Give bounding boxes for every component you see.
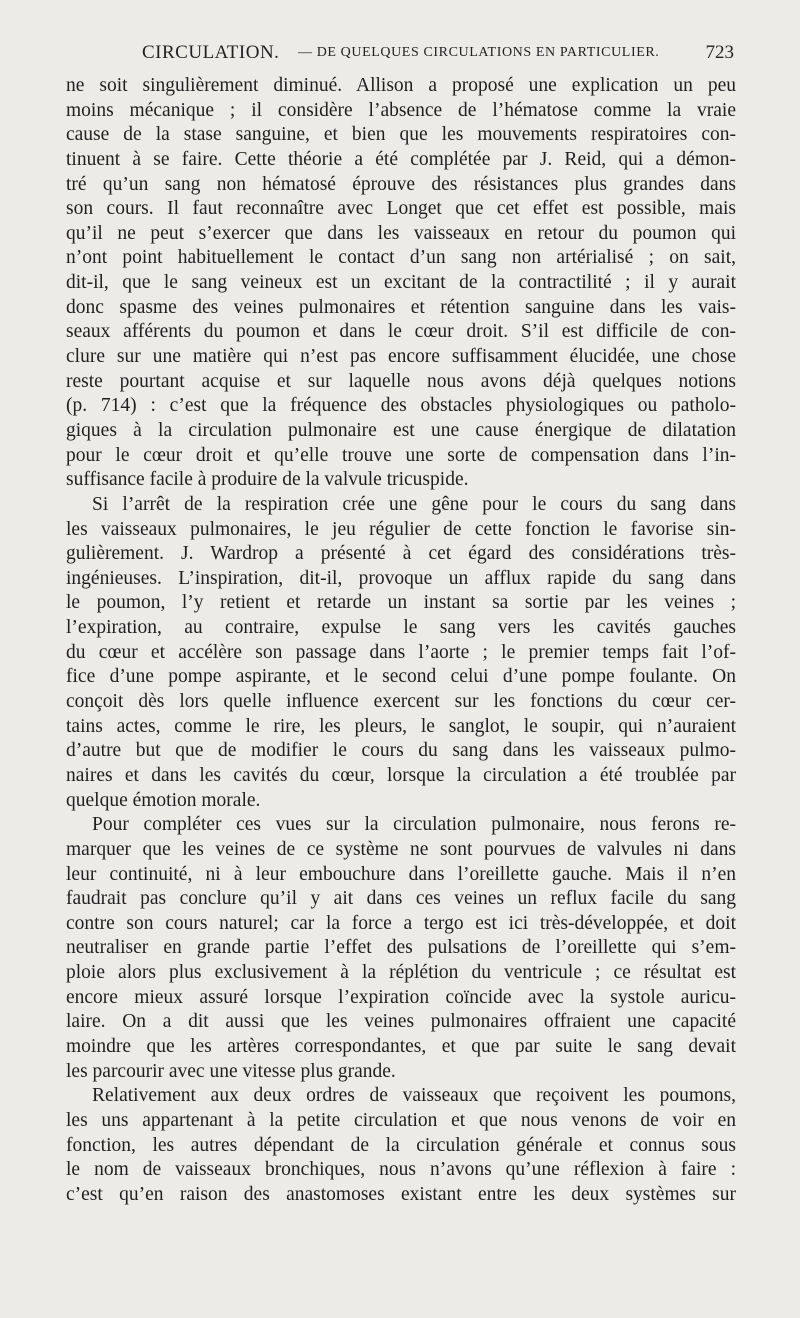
body-text (66, 74, 736, 1207)
text-line: dit-il, que le sang veineux est un excitant de la contractilité ; il y aurait (66, 272, 736, 294)
page-number: 723 (705, 42, 734, 63)
running-header (66, 42, 734, 70)
text-line: quelque émotion morale. (66, 789, 261, 811)
text-line: neutraliser en grande partie l’effet des pulsations de l’oreillette qui s’em- (66, 937, 736, 959)
text-line: suffisance facile à produire de la valvule tricuspide. (66, 469, 469, 491)
text-line: tré qu’un sang non hématosé éprouve des résistances plus grandes dans (66, 173, 736, 195)
text-line: leur continuité, ni à leur embouchure dans l’oreillette gauche. Mais il n’en (66, 863, 736, 885)
text-line: gulièrement. J. Wardrop a présenté à cet égard des considérations très- (66, 543, 736, 565)
text-line: d’autre but que de modifier le cours du sang dans les vaisseaux pulmo- (66, 740, 736, 762)
text-line: giques à la circulation pulmonaire est une cause énergique de dilatation (66, 419, 736, 441)
text-line: laire. On a dit aussi que les veines pulmonaires offraient une capacité (66, 1011, 736, 1033)
text-line: Relativement aux deux ordres de vaisseaux que reçoivent les poumons, (92, 1085, 736, 1107)
text-line: Pour compléter ces vues sur la circulation pulmonaire, nous ferons re- (92, 814, 736, 836)
text-line: faudrait pas conclure qu’il y ait dans ces veines un reflux facile du sang (66, 888, 736, 910)
text-line: encore mieux assuré lorsque l’expiration coïncide avec la systole auricu- (66, 986, 736, 1008)
text-line: Si l’arrêt de la respiration crée une gêne pour le cours du sang dans (92, 493, 736, 515)
text-line: reste pourtant acquise et sur laquelle nous avons déjà quelques notions (66, 370, 736, 392)
text-line: n’ont point habituellement le contact d’un sang non artérialisé ; on sait, (66, 247, 736, 269)
text-line: marquer que les veines de ce système ne sont pourvues de valvules ni dans (66, 838, 736, 860)
text-line: fice d’une pompe aspirante, et le second celui d’une pompe foulante. On (66, 666, 736, 688)
header-subtitle: — DE QUELQUES CIRCULATIONS EN PARTICULIER. (298, 45, 660, 60)
text-line: qu’il ne peut s’exercer que dans les vaisseaux en retour du poumon qui (66, 222, 736, 244)
text-line: son cours. Il faut reconnaître avec Longet que cet effet est possible, mais (66, 198, 736, 220)
header-title: CIRCULATION. (142, 42, 280, 63)
text-line: du cœur et accélère son passage dans l’aorte ; le premier temps fait l’of- (66, 641, 736, 663)
text-line: les vaisseaux pulmonaires, le jeu régulier de cette fonction le favorise sin- (66, 518, 736, 540)
text-line: clure sur une matière qui n’est pas encore suffisamment élucidée, une chose (66, 346, 736, 368)
text-line: conçoit dès lors quelle influence exercent sur les fonctions du cœur cer- (66, 691, 736, 713)
text-line: les uns appartenant à la petite circulation et que nous venons de voir en (66, 1109, 736, 1131)
text-line: le nom de vaisseaux bronchiques, nous n’avons qu’une réflexion à faire : (66, 1159, 736, 1181)
text-line: ingénieuses. L’inspiration, dit-il, provoque un afflux rapide du sang dans (66, 567, 736, 589)
text-line: ploie alors plus exclusivement à la réplétion du ventricule ; ce résultat est (66, 962, 736, 984)
text-line: tinuent à se faire. Cette théorie a été complétée par J. Reid, qui a démon- (66, 148, 736, 170)
text-line: le poumon, l’y retient et retarde un instant sa sortie par les veines ; (66, 592, 736, 614)
text-line: cause de la stase sanguine, et bien que les mouvements respiratoires con- (66, 124, 736, 146)
text-line: contre son cours naturel; car la force a tergo est ici très-développée, et doit (66, 912, 736, 934)
text-line: donc spasme des veines pulmonaires et rétention sanguine dans les vais- (66, 296, 736, 318)
text-line: ne soit singulièrement diminué. Allison a proposé une explication un peu (66, 75, 736, 96)
text-line: (p. 714) : c’est que la fréquence des obstacles physiologiques ou patholo- (66, 395, 736, 417)
text-line: moins mécanique ; il considère l’absence de l’hématose comme la vraie (66, 99, 736, 121)
text-line: moindre que les artères correspondantes, et que par suite le sang devait (66, 1035, 736, 1057)
text-line: l’expiration, au contraire, expulse le sang vers les cavités gauches (66, 617, 736, 639)
text-line: seaux afférents du poumon et dans le cœur droit. S’il est difficile de con- (66, 321, 736, 343)
text-line: les parcourir avec une vitesse plus grande. (66, 1060, 396, 1082)
text-line: pour le cœur droit et qu’elle trouve une sorte de compensation dans l’in- (66, 444, 736, 466)
text-line: fonction, les autres dépendant de la circulation générale et connus sous (66, 1134, 736, 1156)
text-line: c’est qu’en raison des anastomoses existant entre les deux systèmes sur (66, 1183, 736, 1205)
text-line: tains actes, comme le rire, les pleurs, le sanglot, le soupir, qui n’auraient (66, 715, 736, 737)
text-line: naires et dans les cavités du cœur, lorsque la circulation a été troublée par (66, 764, 736, 786)
